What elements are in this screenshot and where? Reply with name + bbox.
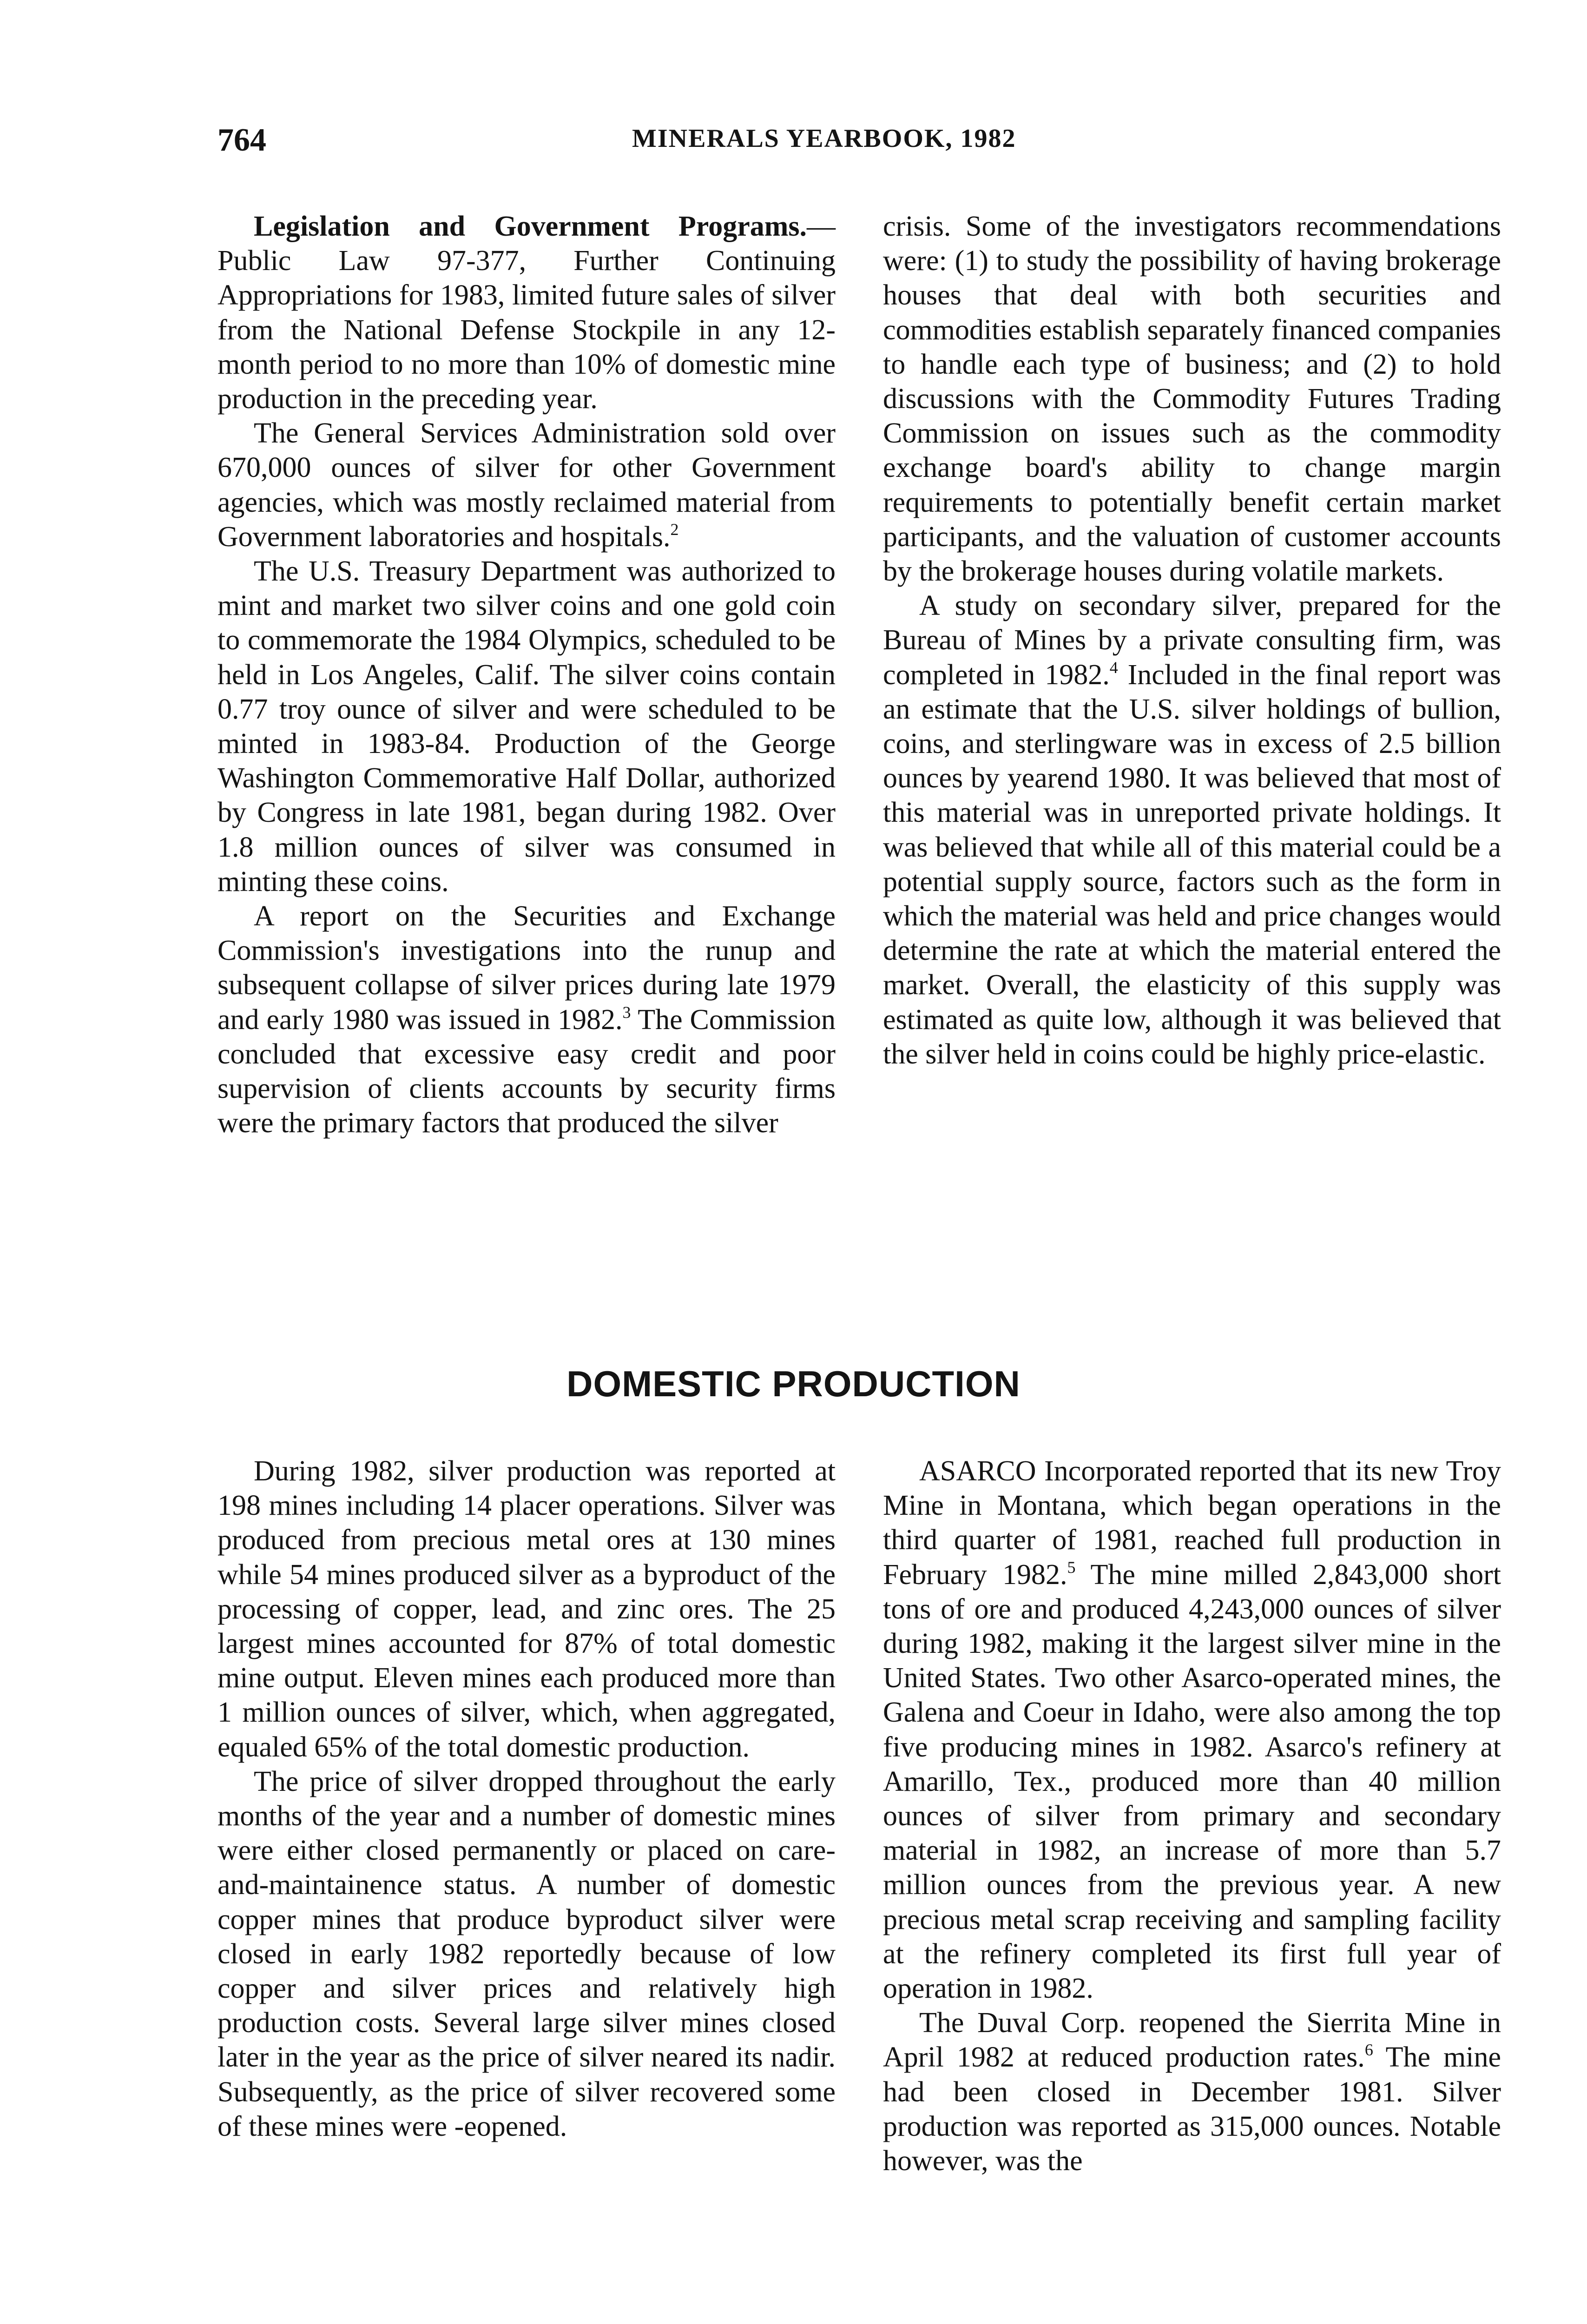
paragraph-asarco — [883, 1454, 1501, 2006]
column-top-left — [217, 209, 836, 1140]
duval-text-1: The Duval Corp. reopened the Sierrita Mine in April 1982 at reduced production rates. — [883, 2007, 1501, 2073]
paragraph-production — [217, 1454, 836, 1764]
column-bottom-left — [217, 1454, 836, 2144]
sec-text-1: A report on the Securities and Exchange Commission's investigations into the runup and subsequent collapse of silver prices during late 1979 and early 1980 was issued in 1982. — [217, 900, 836, 1036]
price-text: The price of silver dropped throughout the early months of the year and a number of domestic mines were either closed permanently or placed on care-and-maintainence status. A number of domestic copper mines that produce byproduct silver were closed in early 1982 reportedly because of low copper and silver prices and relatively high production costs. Several large silver mines closed later in the year as the price of silver neared its nadir. Subsequently, as the price of silver recovered some of these mines were -eopened. — [217, 1765, 836, 2142]
running-head: MINERALS YEARBOOK, 1982 — [632, 124, 1016, 153]
production-text: During 1982, silver production was reported at 198 mines including 14 placer operations. Silver was produced from precious metal ores at 130 mines while 54 mines produced silver as a byproduct of the processing of copper, lead, and zinc ores. The 25 largest mines accounted for 87% of total domestic mine output. Eleven mines each produced more than 1 million ounces of silver, which, when aggregated, equaled 65% of the total domestic production. — [217, 1455, 836, 1763]
study-text-2: Included in the final report was an estimate that the U.S. silver holdings of bullion, coins, and sterlingware was in excess of 2.5 billion ounces by yearend 1980. It was believed that most of this material was in unreported private holdings. It was believed that while all of this material could be a potential supply source, factors such as the form in which the material was held and price changes would determine the rate at which the material entered the market. Overall, the elasticity of this supply was estimated as quite low, although it was believed that the silver held in coins could be highly price-elastic. — [883, 659, 1501, 1070]
column-bottom-right — [883, 1454, 1501, 2178]
footnote-ref: 5 — [1067, 1558, 1076, 1577]
footnote-ref: 2 — [670, 520, 679, 539]
legislation-text: —Public Law 97-377, Further Continuing Appropriations for 1983, limited future sales of silver from the National Defense Stockpile in any 12-month period to no more than 10% of domestic mine production in the preceding year. — [217, 211, 836, 415]
section-heading-domestic-production: DOMESTIC PRODUCTION — [566, 1363, 1021, 1404]
page-number: 764 — [217, 122, 266, 158]
column-top-right — [883, 209, 1501, 1071]
footnote-ref: 6 — [1364, 2040, 1373, 2060]
paragraph-price — [217, 1764, 836, 2144]
paragraph-secondary-silver-study — [883, 588, 1501, 1071]
asarco-text-1: ASARCO Incorporated reported that its new Troy Mine in Montana, which began operations in the third quarter of 1981, reached full production in February 1982. — [883, 1455, 1501, 1591]
paragraph-crisis — [883, 209, 1501, 588]
duval-text-2: The mine had been closed in December 1981. Silver production was reported as 315,000 ounces. Notable however, was the — [883, 2041, 1501, 2177]
sec-text-2: The Commission concluded that excessive easy credit and poor supervision of clients accounts by security firms were the primary factors that produced the silver — [217, 1004, 836, 1139]
paragraph-sec-report — [217, 899, 836, 1140]
footnote-ref: 3 — [622, 1003, 631, 1022]
paragraph-treasury — [217, 554, 836, 899]
treasury-text: The U.S. Treasury Department was authorized to mint and market two silver coins and one gold coin to commemorate the 1984 Olympics, scheduled to be held in Los Angeles, Calif. The silver coins contain 0.77 troy ounce of silver and were scheduled to be minted in 1983-84. Production of the George Washington Commemorative Half Dollar, authorized by Congress in late 1981, began during 1982. Over 1.8 million ounces of silver was consumed in minting these coins. — [217, 555, 836, 898]
paragraph-gsa — [217, 416, 836, 554]
paragraph-legislation — [217, 209, 836, 416]
paragraph-duval — [883, 2006, 1501, 2178]
asarco-text-2: The mine milled 2,843,000 short tons of ore and produced 4,243,000 ounces of silver during 1982, making it the largest silver mine in the United States. Two other Asarco-operated mines, the Galena and Coeur in Idaho, were also among the top five producing mines in 1982. Asarco's refinery at Amarillo, Tex., produced more than 40 million ounces of silver from primary and secondary material in 1982, an increase of more than 5.7 million ounces from the previous year. A new precious metal scrap receiving and sampling facility at the refinery completed its first full year of operation in 1982. — [883, 1558, 1501, 2005]
legislation-heading: Legislation and Government Programs. — [254, 211, 807, 242]
crisis-text: crisis. Some of the investigators recommendations were: (1) to study the possibility of having brokerage houses that deal with both securities and commodities establish separately financed companies to handle each type of business; and (2) to hold discussions with the Commodity Futures Trading Commission on issues such as the commodity exchange board's ability to change margin requirements to potentially benefit certain market participants, and the valuation of customer accounts by the brokerage houses during volatile markets. — [883, 211, 1501, 588]
footnote-ref: 4 — [1109, 658, 1118, 677]
gsa-text: The General Services Administration sold over 670,000 ounces of silver for other Government agencies, which was mostly reclaimed material from Government laboratories and hospitals. — [217, 417, 836, 553]
study-text-1: A study on secondary silver, prepared for the Bureau of Mines by a private consulting firm, was completed in 1982. — [883, 590, 1501, 691]
